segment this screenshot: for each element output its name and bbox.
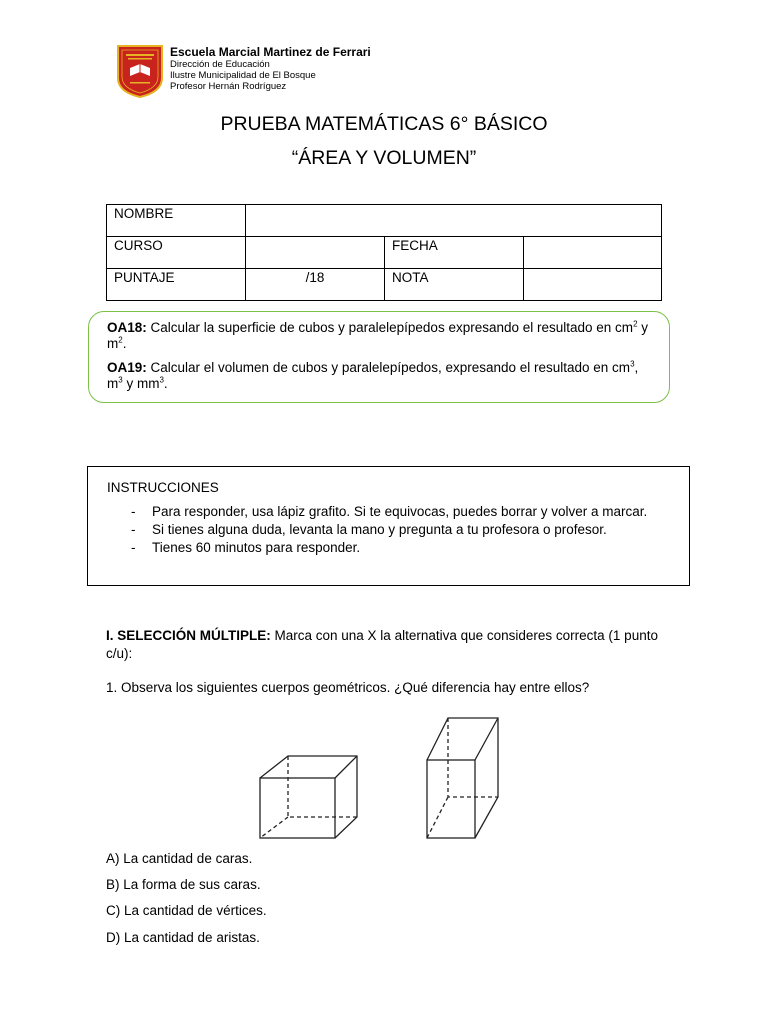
oa19-sep-1: , m [107,360,639,391]
oa18-code: OA18: [107,320,147,335]
label-nota: NOTA [385,269,524,301]
instruction-item [107,539,671,557]
school-name: Escuela Marcial Martinez de Ferrari [170,45,371,59]
oa18-text: Calcular la superficie de cubos y paralelepípedos expresando el resultado en cm [146,320,634,335]
question-1-figure [250,710,510,845]
test-title: PRUEBA MATEMÁTICAS 6° BÁSICO [220,113,548,135]
objective-oa18 [107,320,651,352]
instructions-heading: INSTRUCCIONES [107,480,219,495]
instruction-item [107,503,671,521]
school-crest-logo [116,44,164,98]
objectives-box [88,311,670,403]
list-dash: - [131,504,136,519]
section-title: I. SELECCIÓN MÚLTIPLE: [106,628,271,643]
field-nombre[interactable] [246,205,662,237]
list-dash: - [131,540,136,555]
question-1-text: 1. Observa los siguientes cuerpos geométricos. ¿Qué diferencia hay entre ellos? [106,680,590,695]
school-header [170,45,371,92]
instruction-item [107,521,671,539]
oa19-sup-2: 3 [118,375,123,385]
label-curso: CURSO [107,237,246,269]
oa18-sup-2: 2 [118,335,123,345]
instructions-box [87,466,690,586]
list-dash: - [131,522,136,537]
cube-figure [260,756,357,838]
section-instruction: Marca con una X la alternativa que consideres correcta (1 punto c/u): [106,628,658,661]
school-department: Dirección de Educación [170,59,270,70]
test-subtitle: “ÁREA Y VOLUMEN” [291,147,477,169]
oa19-sup-3: 3 [159,375,164,385]
oa18-mid: y m [107,320,649,351]
prism-figure [427,718,498,838]
field-fecha[interactable] [524,237,662,269]
oa19-end: . [163,376,168,391]
label-puntaje: PUNTAJE [107,269,246,301]
option-d[interactable]: D) La cantidad de aristas. [106,930,260,945]
field-nota[interactable] [524,269,662,301]
section-heading [106,627,666,663]
oa19-sep-2: y mm [122,376,160,391]
field-curso[interactable] [246,237,385,269]
school-municipality: Ilustre Municipalidad de El Bosque [170,70,316,81]
instruction-text: Tienes 60 minutos para responder. [152,540,361,555]
oa19-code: OA19: [107,360,147,375]
label-fecha: FECHA [385,237,524,269]
option-b[interactable]: B) La forma de sus caras. [106,877,261,892]
option-a[interactable]: A) La cantidad de caras. [106,851,253,866]
instruction-text: Para responder, usa lápiz grafito. Si te equivocas, puedes borrar y volver a marcar. [152,504,648,519]
oa18-end: . [122,336,127,351]
objective-oa19 [107,360,651,392]
instruction-text: Si tienes alguna duda, levanta la mano y pregunta a tu profesora o profesor. [152,522,607,537]
oa19-sup-1: 3 [630,359,635,369]
instructions-list [107,503,671,557]
option-c[interactable]: C) La cantidad de vértices. [106,903,267,918]
label-nombre: NOMBRE [107,205,246,237]
oa19-text: Calcular el volumen de cubos y paralelepípedos, expresando el resultado en cm [146,360,631,375]
oa18-sup-1: 2 [633,319,638,329]
school-teacher: Profesor Hernán Rodríguez [170,81,287,92]
field-puntaje[interactable]: /18 [246,269,385,301]
student-info-table [106,204,662,301]
